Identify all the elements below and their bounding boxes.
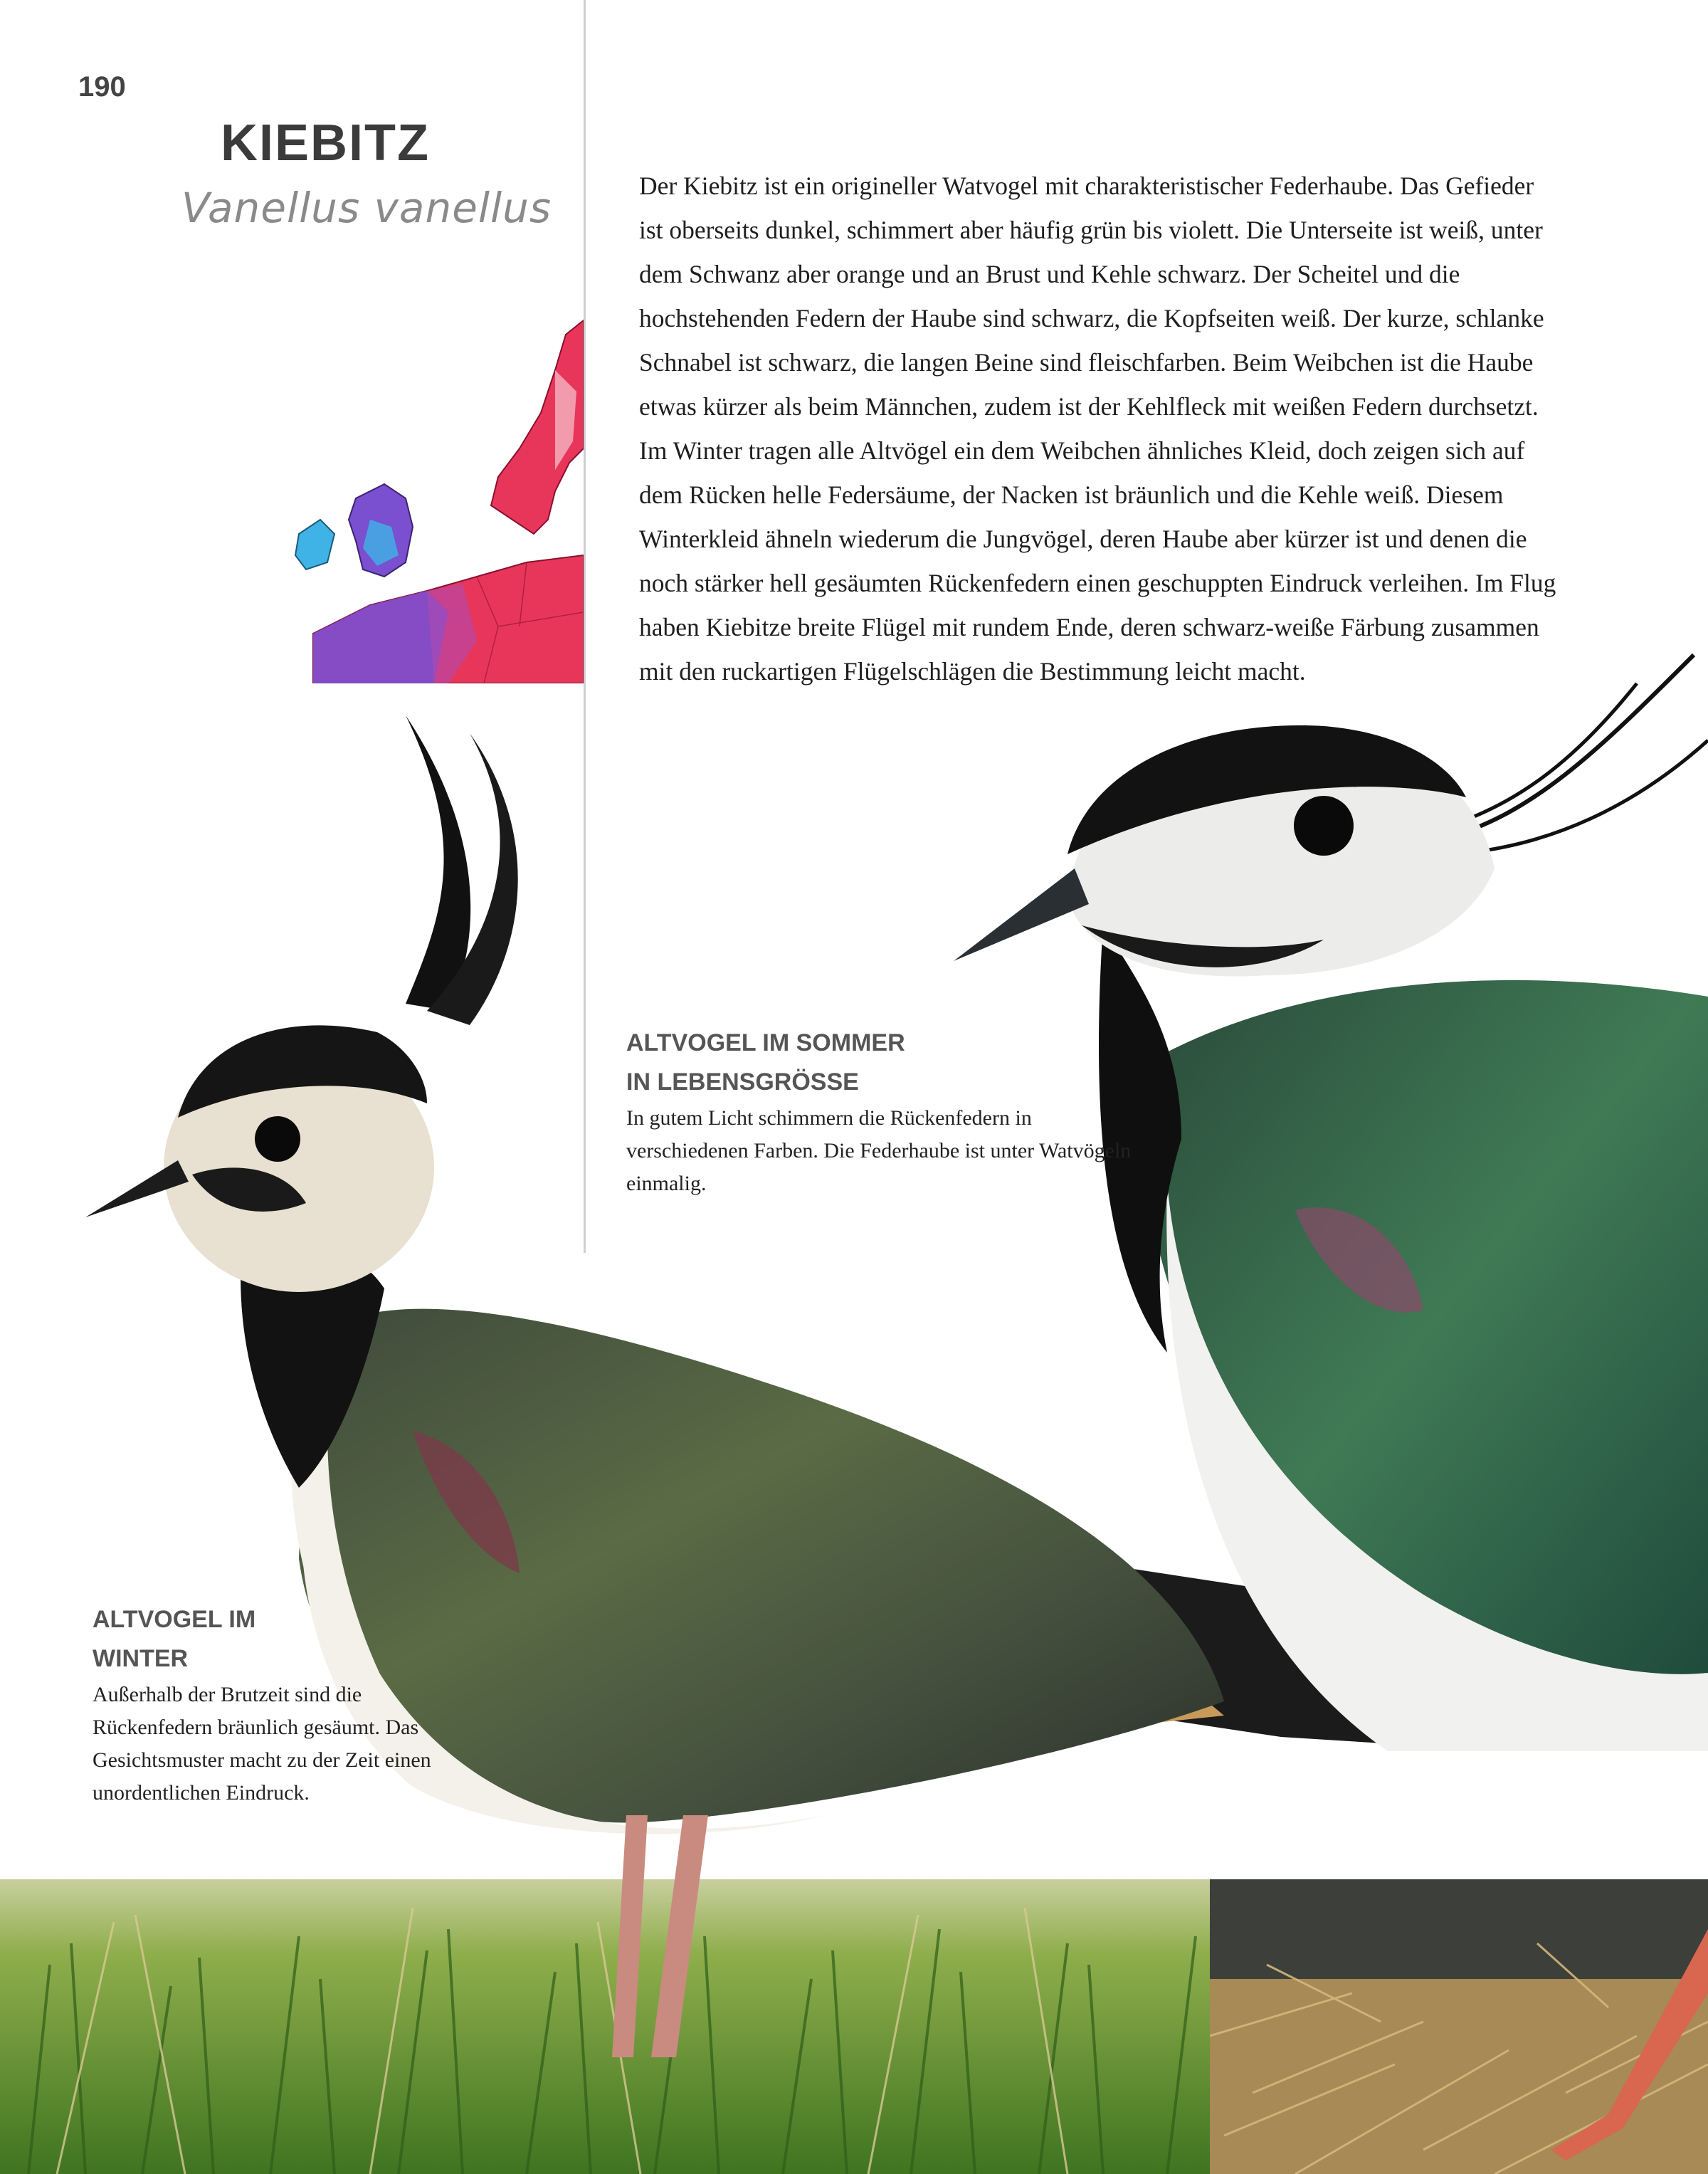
caption-winter-title-line1: ALTVOGEL IM bbox=[93, 1606, 256, 1633]
species-title: KIEBITZ bbox=[221, 115, 430, 172]
page-number: 190 bbox=[78, 71, 126, 103]
caption-summer bbox=[626, 1024, 1139, 1200]
caption-winter-title-line2: WINTER bbox=[93, 1645, 189, 1672]
caption-summer-title-line1: ALTVOGEL IM SOMMER bbox=[626, 1029, 905, 1056]
distribution-map bbox=[285, 306, 584, 683]
caption-winter-text: Außerhalb der Brutzeit sind die Rückenfedern bräunlich gesäumt. Das Gesichtsmuster macht zu der Zeit einen unordentlichen Eindruck. bbox=[93, 1683, 431, 1805]
caption-summer-title-line2: IN LEBENSGRÖSSE bbox=[626, 1068, 859, 1096]
caption-summer-text: In gutem Licht schimmern die Rückenfedern in verschiedenen Farben. Die Federhaube ist unter Watvögeln einmalig. bbox=[626, 1106, 1132, 1195]
species-latin-name: Vanellus vanellus bbox=[181, 184, 552, 232]
species-description: Der Kiebitz ist ein origineller Watvogel mit charakteristischer Federhaube. Das Gefieder ist oberseits dunkel, schimmert aber häufig grün bis violett. Die Unterseite ist weiß, unter dem Schwanz aber orange und an Brust und Kehle schwarz. Der Scheitel und die hochstehenden Federn der Haube sind schwarz, die Kopfseiten weiß. Der kurze, schlanke Schnabel ist schwarz, die langen Beine sind fleischfarben. Beim Weibchen ist die Haube etwas kürzer als beim Männchen, zudem ist der Kehlfleck mit weißen Federn durchsetzt. Im Winter tragen alle Altvögel ein dem Weibchen ähnliches Kleid, doch zeigen sich auf dem Rücken helle Federsäume, der Nacken ist bräunlich und die Kehle weiß. Diesem Winterkleid ähneln wiederum die Jungvögel, deren Haube aber kürzer ist und denen die noch stärker hell gesäumten Rückenfedern einen geschuppten Eindruck verleihen. Im Flug haben Kiebitze breite Flügel mit rundem Ende, deren schwarz-weiße Färbung zusammen mit den ruckartigen Flügelschlägen die Bestimmung leicht macht. bbox=[639, 172, 1556, 686]
caption-winter bbox=[93, 1600, 448, 1810]
